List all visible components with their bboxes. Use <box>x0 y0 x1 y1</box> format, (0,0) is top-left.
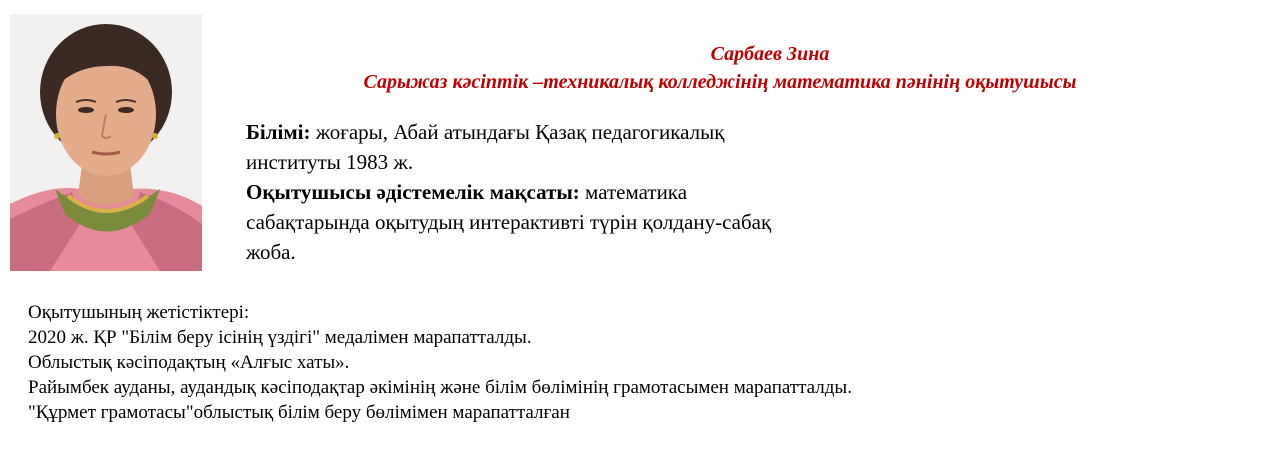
achievement-item: Облыстық кәсіподақтың «Алғыс хаты». <box>28 352 350 373</box>
achievement-item: "Құрмет грамотасы"облыстық білім беру бөлімімен марапатталған <box>28 402 570 423</box>
goal-line <box>246 177 946 207</box>
education-label: Білімі: <box>246 120 311 144</box>
teacher-role: Сарыжаз кәсіптік –техникалық колледжінің математика пәнінің оқытушысы <box>363 71 1077 93</box>
teacher-name: Сарбаев Зина <box>710 43 830 65</box>
achievement-item: 2020 ж. ҚР "Білім беру ісінің үздігі" медалімен марапатталды. <box>28 327 532 348</box>
education-line <box>246 117 946 147</box>
goal-value: математика <box>579 180 688 204</box>
goal-line-2: сабақтарында оқытудың интерактивті түрін қолдану-сабақ <box>246 210 772 234</box>
teacher-photo <box>10 14 202 271</box>
education-line-2: институты 1983 ж. <box>246 150 414 174</box>
goal-line-3: жоба. <box>246 240 296 264</box>
achievement-item: Райымбек ауданы, аудандық кәсіподақтар әкімінің және білім бөлімінің грамотасымен марапатталды. <box>28 377 852 398</box>
achievements-section <box>28 300 1258 425</box>
profile-details <box>246 117 946 267</box>
goal-label: Оқытушысы әдістемелік мақсаты: <box>246 180 580 204</box>
profile-header <box>240 40 1200 96</box>
education-value: жоғары, Абай атындағы Қазақ педагогикалық <box>310 120 725 144</box>
achievements-title: Оқытушының жетістіктері: <box>28 302 250 323</box>
